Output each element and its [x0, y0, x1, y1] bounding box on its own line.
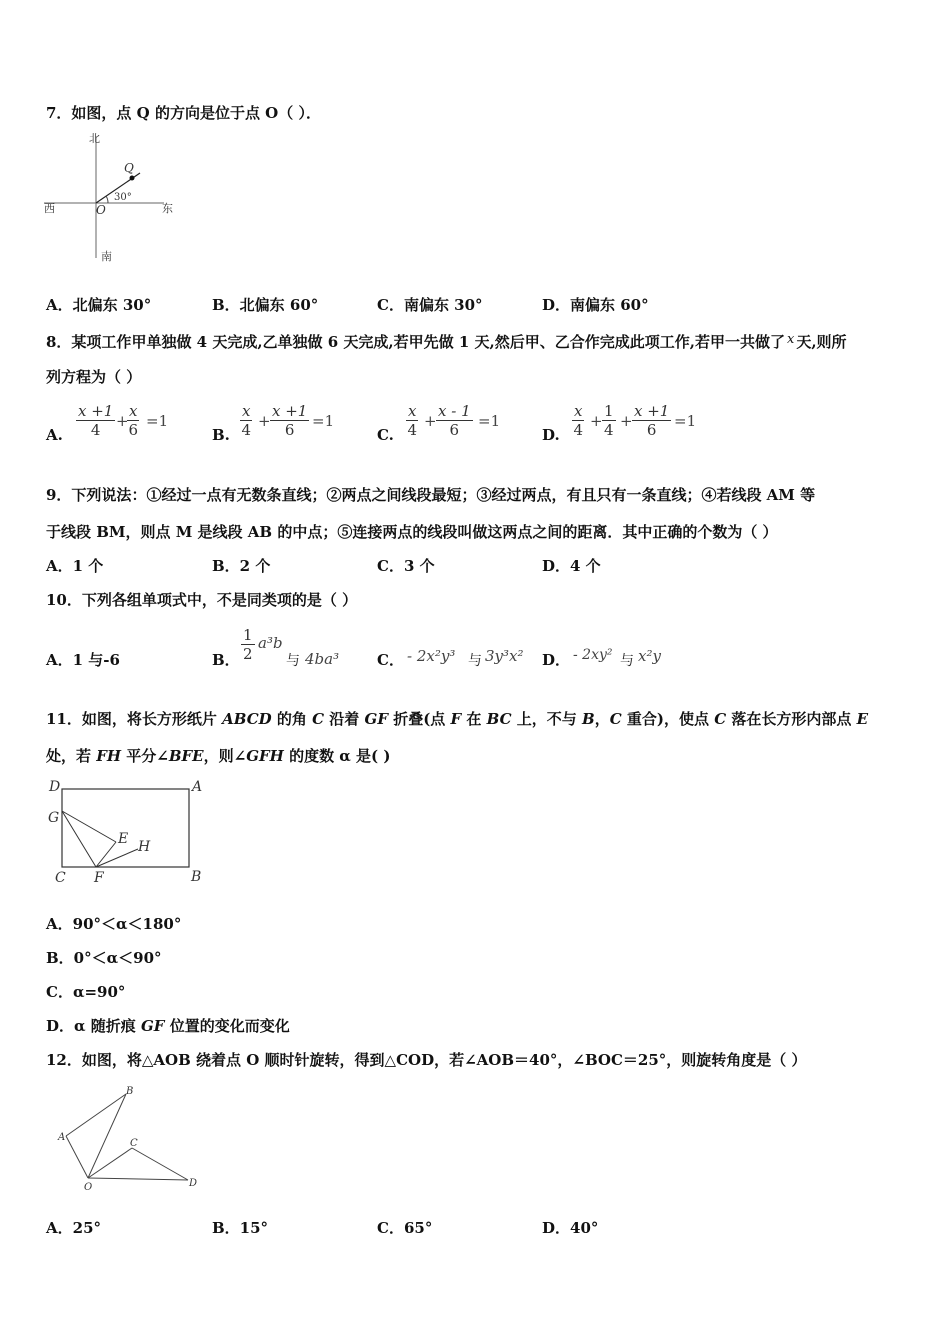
q12-option-c[interactable]: C．65°: [377, 1219, 433, 1237]
q8-option-c-label[interactable]: C.: [377, 426, 394, 444]
q8-option-b-label[interactable]: B.: [212, 426, 230, 444]
q9-option-d[interactable]: D．4 个: [542, 557, 601, 575]
q-label: Q: [124, 161, 134, 175]
q8-stem-line2: 列方程为（ ）: [46, 368, 142, 386]
west-label: 西: [44, 202, 55, 215]
label-E: E: [118, 831, 129, 847]
q10-stem: 10．下列各组单项式中，不是同类项的是（ ）: [46, 591, 358, 609]
q11-option-a[interactable]: A．90°＜α＜180°: [46, 915, 182, 933]
q7-compass-figure: [44, 128, 184, 268]
q9-stem-line1: 9．下列说法：①经过一点有无数条直线；②两点之间线段最短；③经过两点，有且只有一条直线；④若线段 AM 等: [46, 486, 816, 504]
label-D: D: [189, 1178, 198, 1189]
east-label: 东: [162, 202, 173, 215]
label-O: O: [84, 1182, 93, 1193]
q7-option-d[interactable]: D．南偏东 60°: [542, 296, 649, 314]
label-A: A: [58, 1132, 66, 1143]
q7-option-c[interactable]: C．南偏东 30°: [377, 296, 483, 314]
label-B: B: [191, 869, 202, 885]
q7-option-b[interactable]: B．北偏东 60°: [212, 296, 319, 314]
q9-stem-line2: 于线段 BM，则点 M 是线段 AB 的中点；⑤连接两点的线段叫做这两点之间的距离．其中正确的个数为（ ）: [46, 523, 778, 541]
label-B: B: [126, 1086, 134, 1097]
angle-label: 30°: [114, 192, 132, 203]
q9-option-a[interactable]: A．1 个: [46, 557, 104, 575]
q12-option-d[interactable]: D．40°: [542, 1219, 599, 1237]
q11-rectangle-figure: [46, 775, 211, 885]
q8-stem-line1: 8．某项工作甲单独做 4 天完成,乙单独做 6 天完成,若甲先做 1 天,然后甲、乙合作完成此项工作,若甲一共做了 x 天,则所: [46, 332, 847, 351]
q12-stem: 12．如图，将△AOB 绕着点 O 顺时针旋转，得到△COD，若∠AOB＝40°，∠BOC＝25°，则旋转角度是（ ）: [46, 1051, 807, 1069]
q11-option-b[interactable]: B．0°＜α＜90°: [46, 949, 162, 967]
label-C: C: [130, 1138, 138, 1149]
q7-stem: 7．如图，点 Q 的方向是位于点 O（ ）．: [46, 104, 321, 122]
label-F: F: [94, 870, 104, 886]
q12-rotation-figure: [56, 1084, 206, 1194]
label-A: A: [192, 779, 203, 795]
label-C: C: [55, 870, 66, 886]
q8-option-a-label[interactable]: A.: [46, 426, 63, 444]
label-D: D: [49, 779, 61, 795]
q7-option-a[interactable]: A．北偏东 30°: [46, 296, 152, 314]
south-label: 南: [101, 250, 112, 263]
q12-option-a[interactable]: A．25°: [46, 1219, 102, 1237]
o-label: O: [96, 203, 106, 217]
q11-option-c[interactable]: C．α=90°: [46, 983, 126, 1001]
q12-option-b[interactable]: B．15°: [212, 1219, 269, 1237]
q11-stem-line1: 11．如图，将长方形纸片 ABCD 的角 C 沿着 GF 折叠(点 F 在 BC 上，不与 B，C 重合)，使点 C 落在长方形内部点 E: [46, 710, 869, 728]
label-H: H: [138, 839, 151, 855]
label-G: G: [48, 810, 60, 826]
q11-stem-line2: 处，若 FH 平分∠BFE，则∠GFH 的度数 α 是( ): [46, 747, 391, 765]
north-label: 北: [89, 132, 100, 145]
q9-option-b[interactable]: B．2 个: [212, 557, 271, 575]
q8-option-d-label[interactable]: D.: [542, 426, 560, 444]
q10-option-a[interactable]: A．1 与-6: [46, 651, 120, 669]
q9-option-c[interactable]: C．3 个: [377, 557, 435, 575]
q11-option-d[interactable]: D．α 随折痕 GF 位置的变化而变化: [46, 1017, 290, 1035]
